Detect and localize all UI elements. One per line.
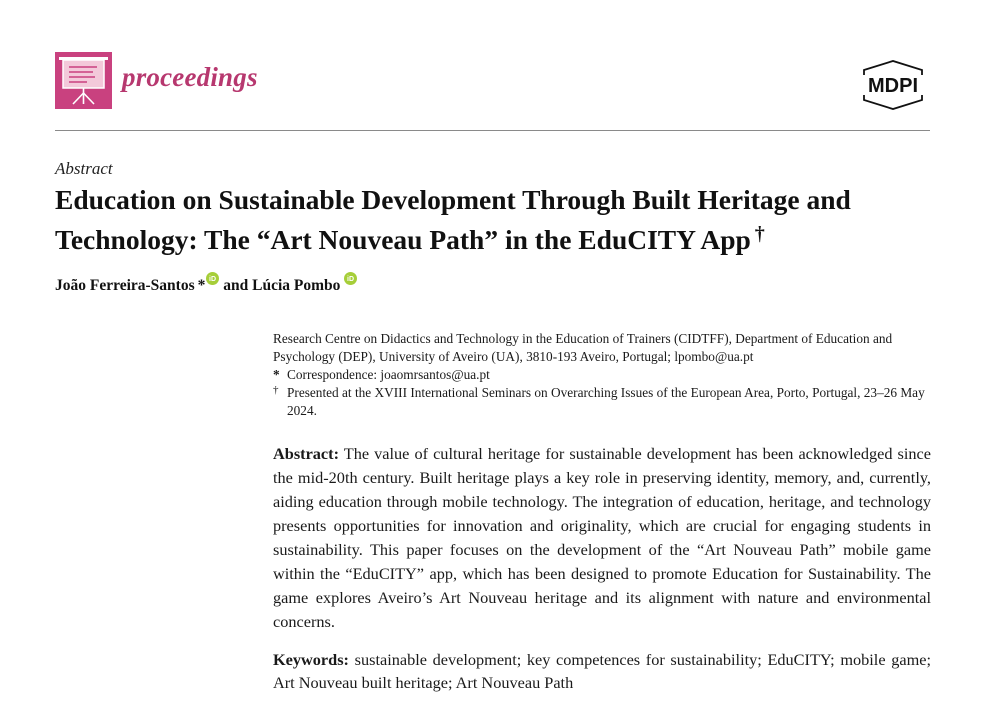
note-text: Presented at the XVIII International Seminars on Overarching Issues of the European Area, Porto, Portugal, 23–26 May 2024. (287, 385, 925, 418)
note-mark: † (273, 384, 279, 396)
header-divider (55, 130, 930, 131)
author-list (55, 272, 357, 295)
author-name[interactable]: João Ferreira-Santos (55, 277, 195, 294)
orcid-icon[interactable] (206, 272, 219, 285)
affiliation-block (273, 330, 933, 420)
keywords-label: Keywords: (273, 650, 349, 669)
mdpi-hexagon-logo (856, 60, 930, 110)
publisher-name: MDPI (868, 75, 918, 97)
author-name[interactable]: Lúcia Pombo (252, 277, 341, 294)
keywords (273, 648, 931, 694)
journal-header (55, 52, 930, 112)
note-text: Correspondence: joaomrsantos@ua.pt (287, 367, 490, 382)
svg-text:iD: iD (347, 276, 355, 284)
author-conjunction: and (223, 277, 249, 294)
svg-text:iD: iD (209, 276, 217, 284)
orcid-icon[interactable] (344, 272, 357, 285)
journal-name: proceedings (122, 62, 258, 92)
article-title-text: Education on Sustainable Development Through Built Heritage and Technology: The “Art Nouveau Path” in the EduCITY App (55, 184, 851, 255)
correspondence-note (273, 366, 933, 384)
title-dagger-mark: † (754, 223, 765, 245)
keywords-text: sustainable development; key competences for sustainability; EduCITY; mobile game; Art Nouveau built heritage; Art Nouveau Path (273, 650, 931, 692)
abstract-label: Abstract: (273, 444, 340, 463)
article-title (55, 182, 935, 257)
affiliation: Research Centre on Didactics and Technology in the Education of Trainers (CIDTFF), Department of Education and Psychology (DEP), University of Aveiro (UA), 3810-193 Aveiro, Portugal; lpombo@ua.pt (273, 331, 893, 364)
article-type: Abstract (55, 159, 113, 178)
abstract (273, 442, 931, 634)
presentation-note (273, 384, 933, 420)
corresponding-mark: * (197, 277, 206, 294)
note-mark: * (273, 367, 280, 382)
abstract-text: The value of cultural heritage for sustainable development has been acknowledged since the mid-20th century. Built heritage plays a key role in preserving identity, memory, and, currently, aiding education through mobile technology. The integration of education, heritage, and technology presents opportunities for innovation and originality, which are crucial for engaging students in sustainability. This paper focuses on the development of the “Art Nouveau Path” mobile game within the “EduCITY” app, which has been designed to promote Education for Sustainability. The game explores Aveiro’s Art Nouveau heritage and its alignment with nature and environmental concerns. (273, 444, 931, 631)
presentation-board-icon (55, 52, 112, 109)
